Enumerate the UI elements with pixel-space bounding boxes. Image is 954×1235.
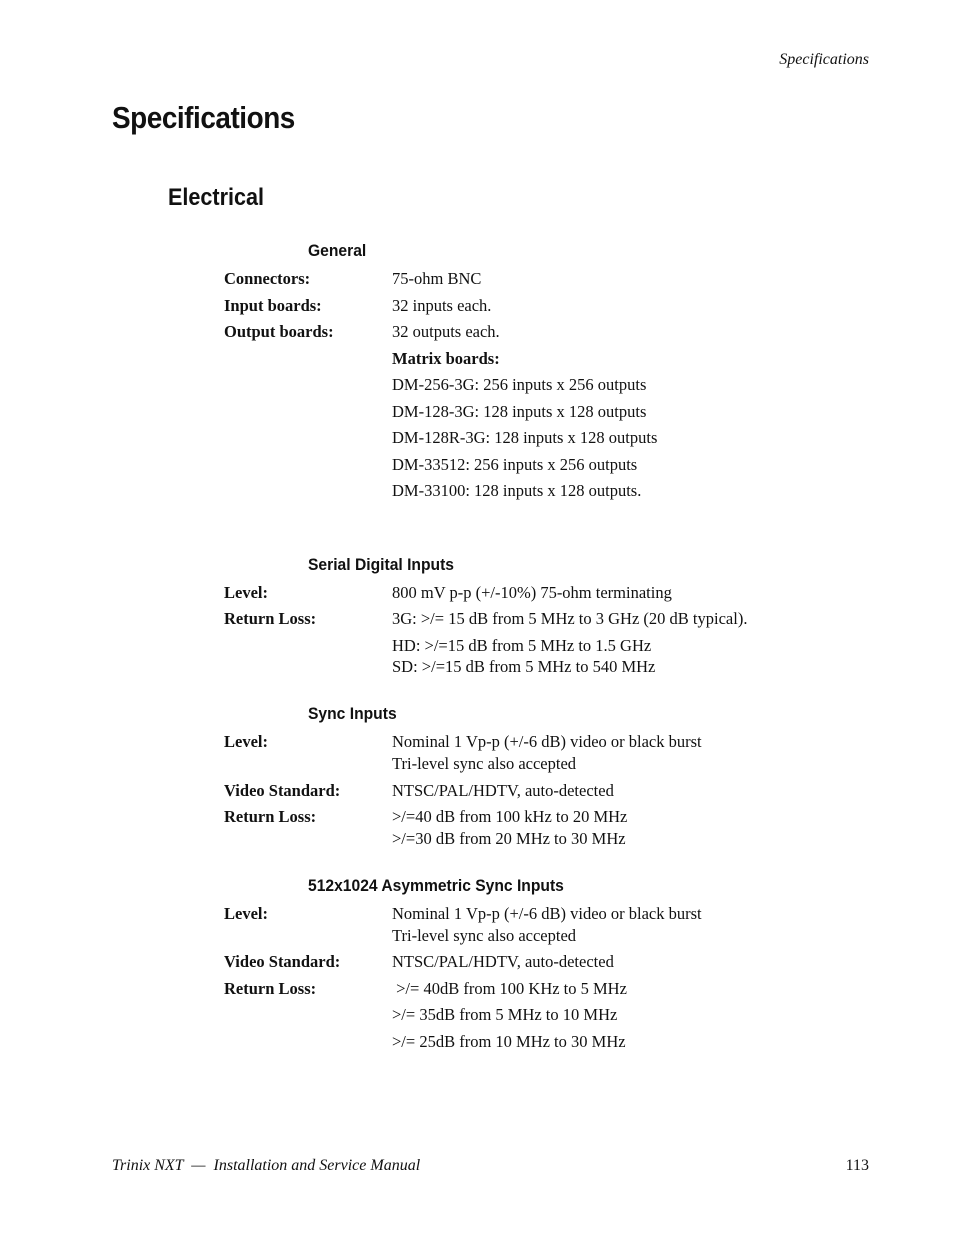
sync-video-standard-value: NTSC/PAL/HDTV, auto-detected — [392, 781, 614, 800]
footer-manual-title: Trinix NXT — Installation and Service Manual — [112, 1157, 421, 1174]
matrix-boards-label: Matrix boards: — [392, 349, 500, 368]
output-boards-value: 32 outputs each. — [392, 322, 500, 341]
matrix-board-item: DM-128R-3G: 128 inputs x 128 outputs — [392, 428, 658, 447]
connectors-value: 75-ohm BNC — [392, 269, 482, 288]
async-return-loss-value: >/= 25dB from 10 MHz to 30 MHz — [392, 1032, 626, 1051]
serial-return-loss-value: HD: >/=15 dB from 5 MHz to 1.5 GHz — [392, 636, 652, 655]
async-return-loss-value: >/= 35dB from 5 MHz to 10 MHz — [392, 1005, 618, 1024]
output-boards-label: Output boards: — [224, 322, 334, 341]
matrix-board-item: DM-33512: 256 inputs x 256 outputs — [392, 455, 638, 474]
matrix-board-item: DM-256-3G: 256 inputs x 256 outputs — [392, 375, 647, 394]
subsection-heading-asymmetric-sync: 512x1024 Asymmetric Sync Inputs — [308, 876, 564, 895]
page-number: 113 — [845, 1157, 869, 1174]
async-video-standard-label: Video Standard: — [224, 952, 341, 971]
serial-level-label: Level: — [224, 583, 268, 602]
subsection-heading-sync: Sync Inputs — [308, 704, 397, 723]
subsection-heading-general: General — [308, 241, 367, 260]
async-video-standard-value: NTSC/PAL/HDTV, auto-detected — [392, 952, 614, 971]
serial-level-value: 800 mV p-p (+/-10%) 75-ohm terminating — [392, 583, 672, 602]
page-title: Specifications — [112, 100, 295, 135]
section-heading-electrical: Electrical — [168, 184, 265, 211]
connectors-label: Connectors: — [224, 269, 311, 288]
serial-return-loss-value: 3G: >/= 15 dB from 5 MHz to 3 GHz (20 dB typical). — [392, 609, 748, 628]
input-boards-value: 32 inputs each. — [392, 296, 492, 315]
running-header: Specifications — [779, 51, 869, 68]
subsection-heading-serial: Serial Digital Inputs — [308, 555, 455, 574]
sync-video-standard-label: Video Standard: — [224, 781, 341, 800]
sync-level-label: Level: — [224, 732, 268, 751]
serial-return-loss-label: Return Loss: — [224, 609, 317, 628]
sync-level-value: Tri-level sync also accepted — [392, 754, 577, 773]
sync-return-loss-value: >/=40 dB from 100 kHz to 20 MHz — [392, 807, 628, 826]
async-return-loss-value: >/= 40dB from 100 KHz to 5 MHz — [392, 979, 627, 998]
async-level-value: Nominal 1 Vp-p (+/-6 dB) video or black burst — [392, 904, 702, 923]
matrix-board-item: DM-33100: 128 inputs x 128 outputs. — [392, 481, 642, 500]
async-return-loss-label: Return Loss: — [224, 979, 317, 998]
sync-level-value: Nominal 1 Vp-p (+/-6 dB) video or black burst — [392, 732, 702, 751]
async-level-value: Tri-level sync also accepted — [392, 926, 577, 945]
input-boards-label: Input boards: — [224, 296, 322, 315]
serial-return-loss-value: SD: >/=15 dB from 5 MHz to 540 MHz — [392, 657, 656, 676]
sync-return-loss-label: Return Loss: — [224, 807, 317, 826]
async-level-label: Level: — [224, 904, 268, 923]
sync-return-loss-value: >/=30 dB from 20 MHz to 30 MHz — [392, 829, 626, 848]
matrix-board-item: DM-128-3G: 128 inputs x 128 outputs — [392, 402, 647, 421]
